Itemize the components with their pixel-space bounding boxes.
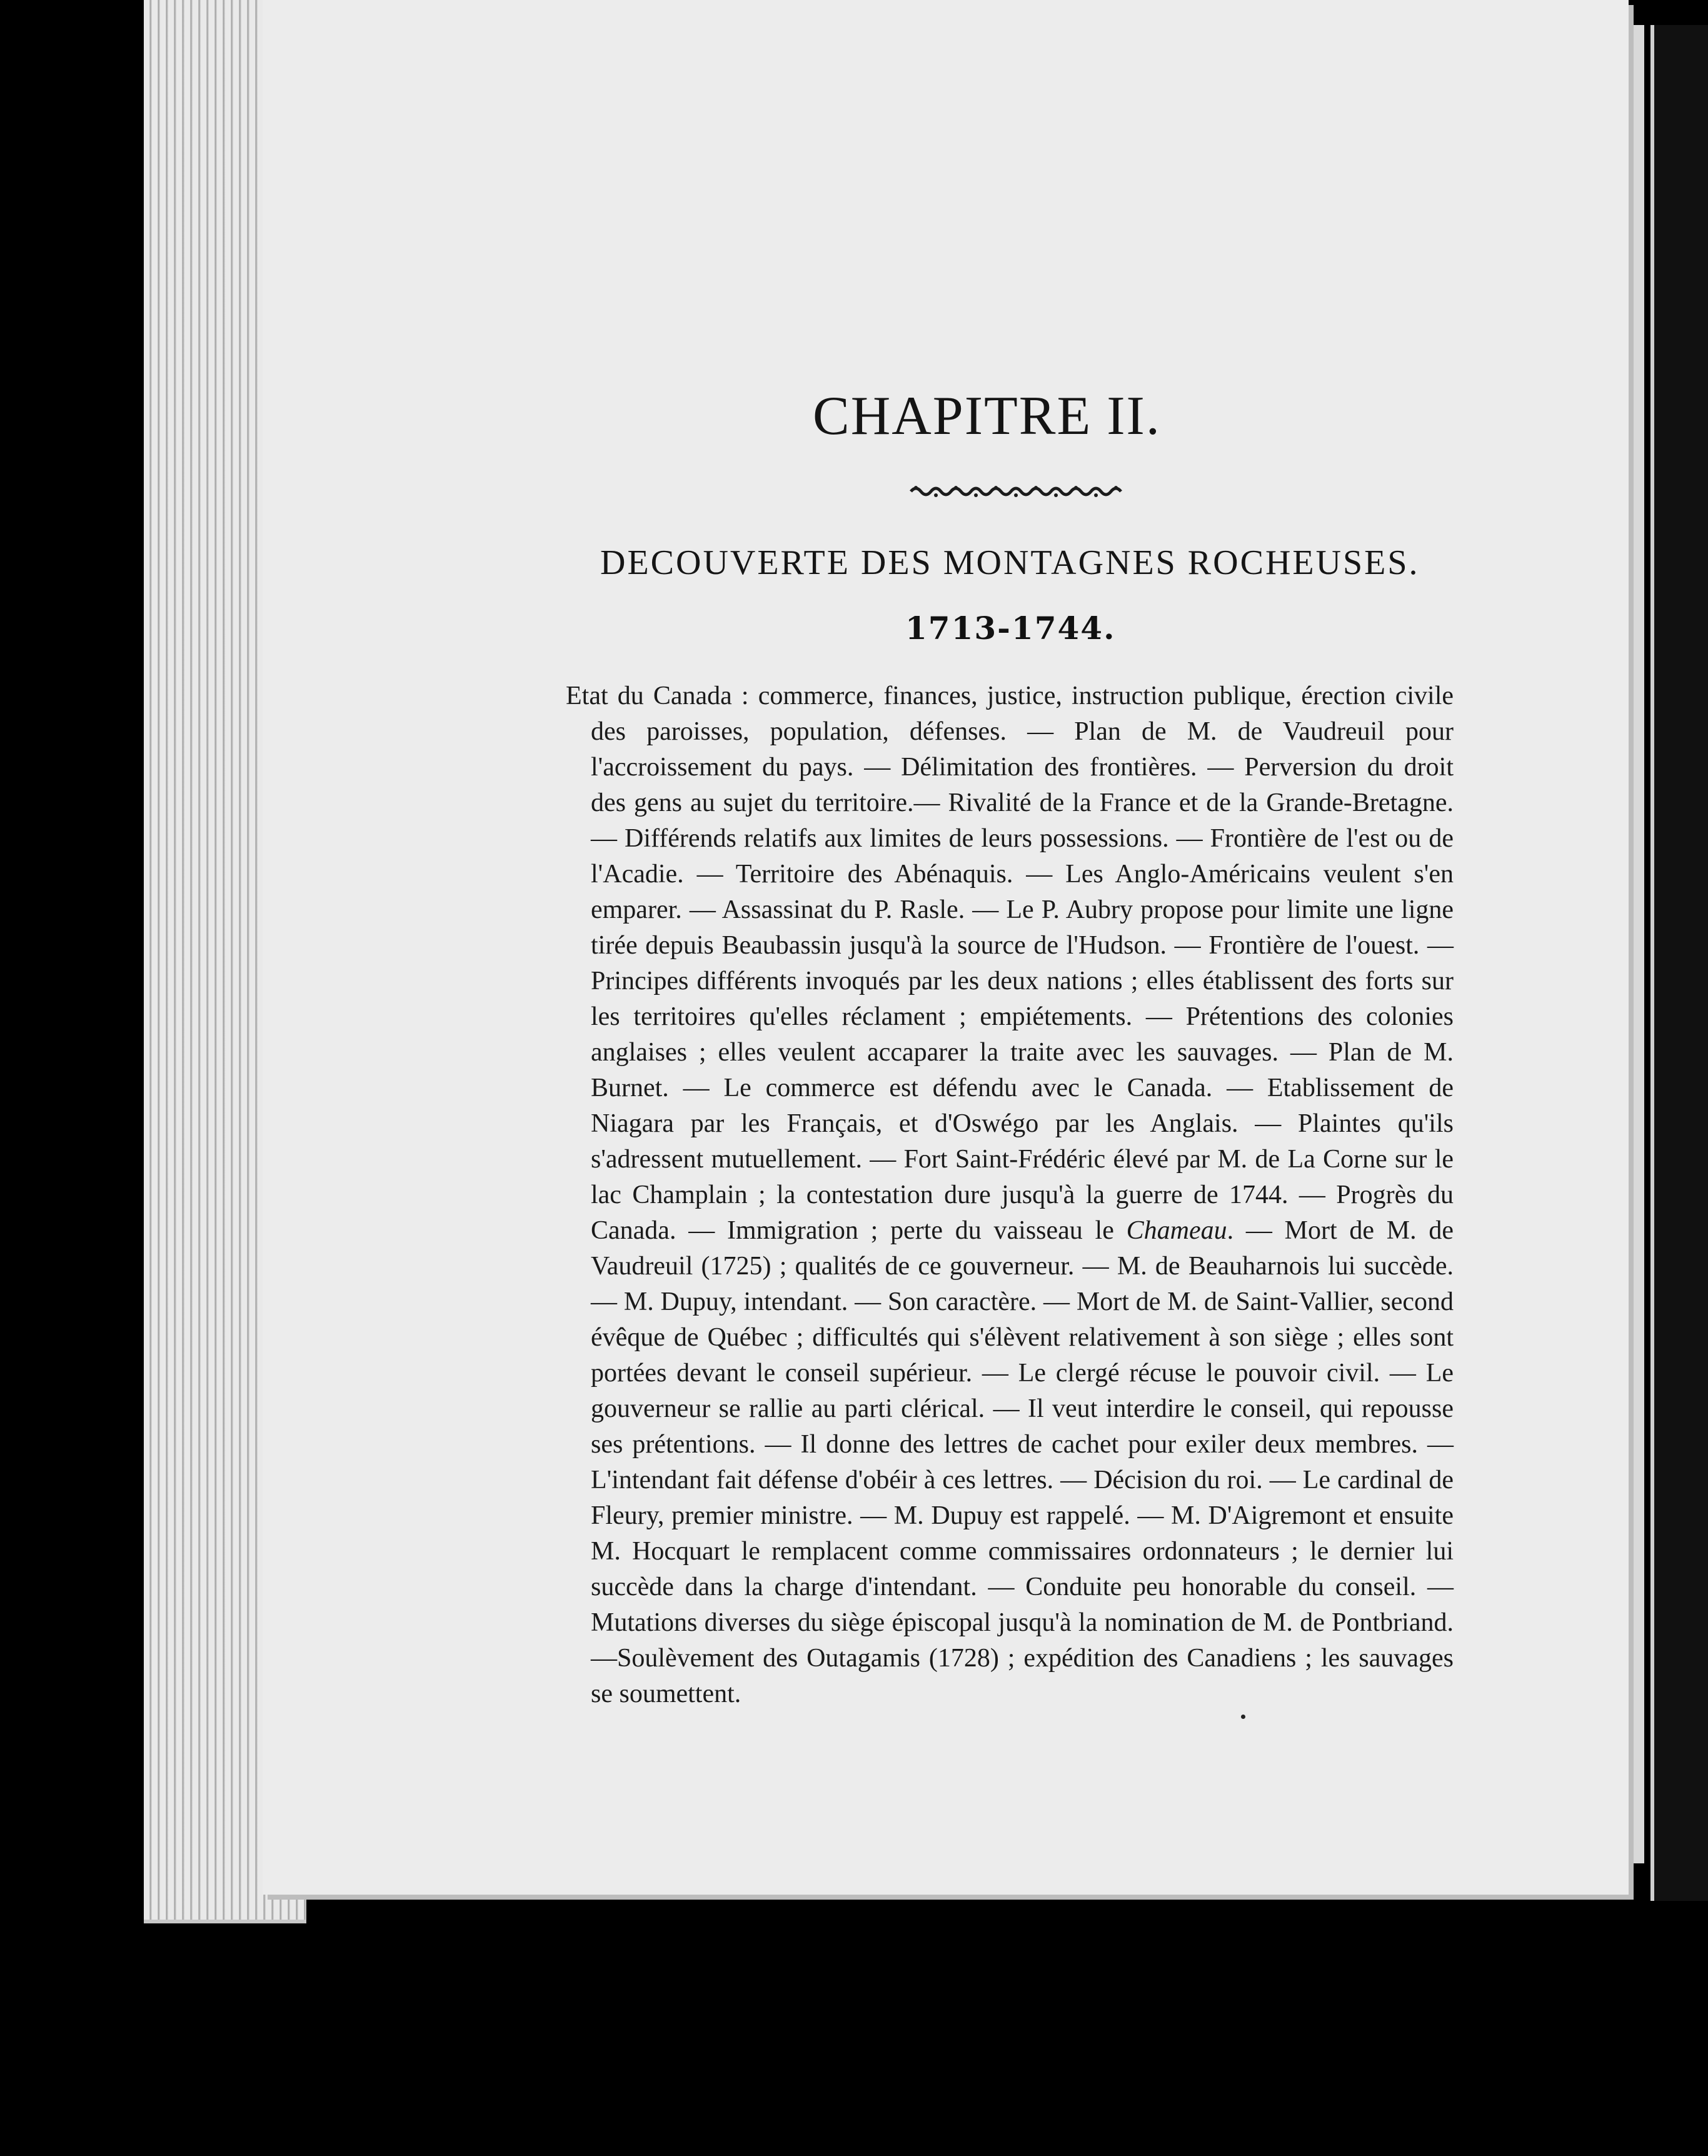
summary-text-part1: Etat du Canada : commerce, finances, justice, instruction publique, érection civile des paroisses, population, défenses. — Plan de M. de Vaudreuil pour l'accroissement du pays. — Délimitation des frontières. — Perversion du droit des gens au sujet du territoire.— Rivalité de la France et de la Grande-Bretagne. — Différends relatifs aux limites de leurs possessions. — Frontière de l'est ou de l'Acadie. — Territoire des Abénaquis. — Les Anglo-Américains veulent s'en emparer. — Assassinat du P. Rasle. — Le P. Aubry propose pour limite une ligne tirée depuis Beaubassin jusqu'à la source de l'Hudson. — Frontière de l'ouest. — Principes différents invoqués par les deux nations ; elles établissent des forts sur les territoires qu'elles réclament ; empiétements. — Prétentions des colonies anglaises ; elles veulent accaparer la traite avec les sauvages. — Plan de M. Burnet. — Le commerce est défendu avec le Canada. — Etablissement de Niagara par les Français, et d'Oswégo par les Anglais. — Plaintes qu'ils s'adressent mutuellement. — Fort Saint-Frédéric élevé par M. de La Corne sur le lac Champlain ; la contestation dure jusqu'à la guerre de 1744. — Progrès du Canada. — Immigration ; perte du vaisseau le: [566, 682, 1454, 1245]
summary-paragraph: [566, 678, 1454, 1712]
chapter-years: 1713-1744.: [905, 610, 1116, 647]
ship-name: Chameau: [1126, 1216, 1227, 1245]
decorative-divider: [910, 483, 1128, 499]
book-spine: [1633, 25, 1644, 1863]
chapter-title: DECOUVERTE DES MONTAGNES ROCHEUSES.: [600, 543, 1420, 582]
summary-text-part2: . — Mort de M. de Vaudreuil (1725) ; qualités de ce gouverneur. — M. de Beauharnois lui succède. — M. Dupuy, intendant. — Son caractère. — Mort de M. de Saint-Vallier, second évêque de Québec ; difficultés qui s'élèvent relativement à son siège ; elles sont portées devant le conseil supérieur. — Le clergé récuse le pouvoir civil. — Le gouverneur se rallie au parti clérical. — Il veut interdire le conseil, qui repousse ses prétentions. — Il donne des lettres de cachet pour exiler deux membres. — L'intendant fait défense d'obéir à ces lettres. — Décision du roi. — Le cardinal de Fleury, premier ministre. — M. Dupuy est rappelé. — M. D'Aigremont et ensuite M. Hocquart le remplacent comme commissaires ordonnateurs ; le dernier lui succède dans la charge d'intendant. — Conduite peu honorable du conseil. — Mutations diverses du siège épiscopal jusqu'à la nomination de M. de Pontbriand.—Soulèvement des Outagamis (1728) ; expédition des Canadiens ; les sauvages se soumettent.: [591, 1216, 1454, 1708]
facing-page-edge: [1650, 25, 1708, 1901]
chapter-heading: CHAPITRE II.: [813, 386, 1161, 446]
chapter-summary: [566, 678, 1454, 1712]
print-speck: [1241, 1715, 1245, 1719]
